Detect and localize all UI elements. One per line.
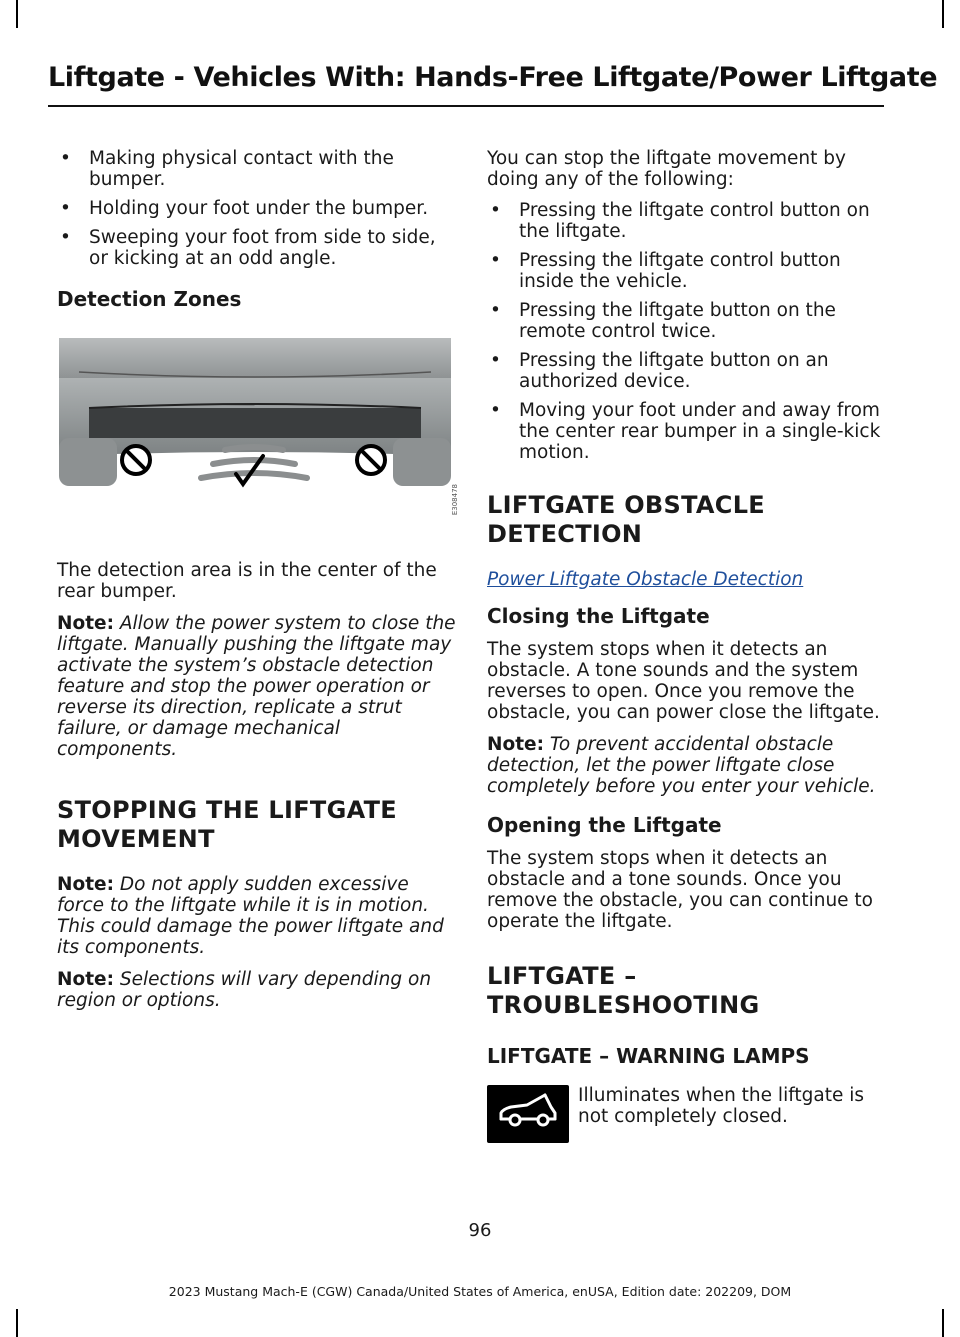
rear-bumper-diagram xyxy=(59,338,451,524)
no-zone-right-icon xyxy=(357,446,385,474)
obstacle-heading-line1: LIFTGATE OBSTACLE xyxy=(487,491,765,519)
list-item: • Sweeping your foot from side to side, or kicking at an odd angle. xyxy=(57,227,457,269)
stop-intro-text: You can stop the liftgate movement by doing any of the following: xyxy=(487,148,846,190)
crop-mark xyxy=(942,1309,944,1337)
opening-text: The system stops when it detects an obstacle and a tone sounds. Once you remove the obstacle, you can continue to operate the liftgate. xyxy=(487,848,873,932)
no-zone-left-icon xyxy=(122,446,150,474)
left-column xyxy=(57,148,457,1011)
note-label: Note: xyxy=(57,613,114,634)
list-item: • Pressing the liftgate button on an authorized device. xyxy=(487,350,883,392)
right-column xyxy=(487,148,883,1155)
stopping-heading-line1: STOPPING THE LIFTGATE xyxy=(57,796,397,824)
figure-code: E308478 xyxy=(451,484,459,516)
stop-methods-list xyxy=(487,200,883,463)
crop-mark xyxy=(16,1309,18,1337)
detection-text: The detection area is in the center of the rear bumper. xyxy=(57,560,437,602)
opening-heading: Opening the Liftgate xyxy=(487,813,722,837)
closing-text: The system stops when it detects an obstacle. A tone sounds and the system reverses to open. Once you remove the obstacle, you can power close the liftgate. xyxy=(487,639,880,723)
note-label: Note: xyxy=(57,874,114,895)
warning-lamp-row xyxy=(487,1085,883,1155)
closing-heading: Closing the Liftgate xyxy=(487,604,710,628)
list-item: • Pressing the liftgate control button inside the vehicle. xyxy=(487,250,883,292)
list-item: • Making physical contact with the bumper. xyxy=(57,148,457,190)
troubleshooting-heading-line1: LIFTGATE – xyxy=(487,962,637,990)
header-divider xyxy=(48,105,884,107)
list-item: • Pressing the liftgate button on the remote control twice. xyxy=(487,300,883,342)
note-paragraph xyxy=(57,613,457,760)
note-text: Selections will vary depending on region or options. xyxy=(57,969,432,1011)
list-item: • Holding your foot under the bumper. xyxy=(57,198,457,219)
note-paragraph xyxy=(487,734,883,797)
note-paragraph xyxy=(57,969,457,1011)
note-label: Note: xyxy=(487,734,544,755)
stopping-heading-line2: MOVEMENT xyxy=(57,825,215,853)
note-text: To prevent accidental obstacle detection, let the power liftgate close completely before you enter your vehicle. xyxy=(487,734,876,797)
obstacle-heading-line2: DETECTION xyxy=(487,520,643,548)
list-item: • Moving your foot under and away from the center rear bumper in a single-kick motion. xyxy=(487,400,883,463)
lamp-description: Illuminates when the liftgate is not completely closed. xyxy=(578,1085,865,1127)
list-item: • Pressing the liftgate control button on the liftgate. xyxy=(487,200,883,242)
page-number: 96 xyxy=(468,1220,492,1241)
crop-mark xyxy=(942,0,944,28)
obstacle-link-paragraph xyxy=(487,569,883,590)
detection-zones-heading: Detection Zones xyxy=(57,287,242,311)
page-title: Liftgate - Vehicles With: Hands-Free Liftgate/Power Liftgate xyxy=(48,62,938,93)
liftgate-open-lamp-icon xyxy=(487,1085,569,1143)
warning-lamps-heading: LIFTGATE – WARNING LAMPS xyxy=(487,1044,810,1068)
troubleshooting-heading-line2: TROUBLESHOOTING xyxy=(487,991,760,1019)
note-label: Note: xyxy=(57,969,114,990)
note-text: Allow the power system to close the liftgate. Manually pushing the liftgate may activate the system’s obstacle detection feature and stop the power operation or reverse its direction, replicate a strut failure, or damage mechanical components. xyxy=(57,613,456,760)
crop-mark xyxy=(16,0,18,28)
contact-bullet-list xyxy=(57,148,457,269)
detection-zones-illustration xyxy=(59,338,459,524)
note-text: Do not apply sudden excessive force to the liftgate while it is in motion. This could damage the power liftgate and its components. xyxy=(57,874,444,958)
note-paragraph xyxy=(57,874,457,958)
power-liftgate-obstacle-link[interactable]: Power Liftgate Obstacle Detection xyxy=(487,569,804,590)
page-footer: 2023 Mustang Mach-E (CGW) Canada/United States of America, enUSA, Edition date: 202209, DOM xyxy=(168,1284,792,1299)
